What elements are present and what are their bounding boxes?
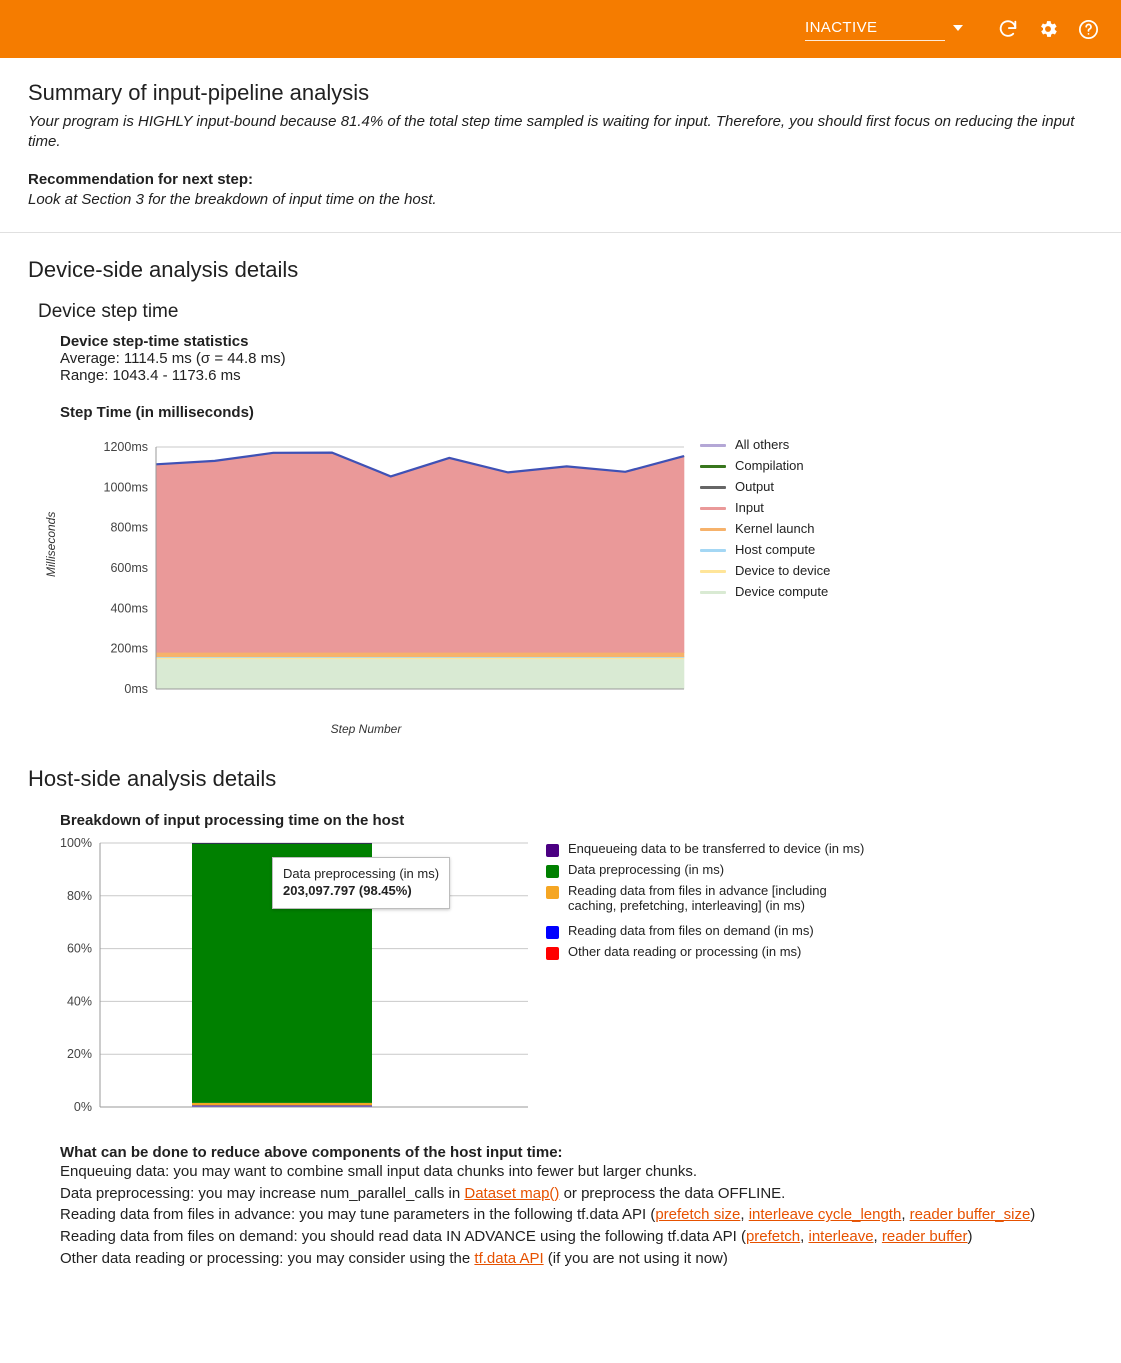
legend-item[interactable]	[700, 456, 830, 477]
svg-text:400ms: 400ms	[110, 601, 148, 616]
notes-line-enqueuing: Enqueuing data: you may want to combine small input data chunks into fewer but larger chunks.	[60, 1162, 698, 1180]
host-breakdown-chart-title: Breakdown of input processing time on the host	[60, 811, 405, 829]
svg-text:0%: 0%	[73, 1099, 92, 1114]
device-side-section	[0, 257, 1121, 736]
top-toolbar	[0, 0, 1121, 58]
legend-label: Reading data from files on demand (in ms)	[568, 922, 814, 938]
notes-line5-a: Other data reading or processing: you may consider using the	[60, 1249, 475, 1267]
legend-item[interactable]	[700, 435, 830, 456]
settings-icon[interactable]	[1031, 12, 1065, 46]
legend-label: All others	[735, 437, 790, 453]
reader-buffer-link[interactable]: reader buffer	[881, 1228, 968, 1245]
legend-swatch	[700, 570, 726, 573]
page-title: Summary of input-pipeline analysis	[28, 80, 370, 105]
host-breakdown-chart	[40, 835, 530, 1130]
notes-line5-b: (if you are not using it now)	[543, 1249, 728, 1267]
legend-item[interactable]	[700, 540, 830, 561]
tooltip-label: Data preprocessing (in ms)	[283, 865, 440, 881]
refresh-icon[interactable]	[991, 12, 1025, 46]
notes-line4-a: Reading data from files on demand: you should read data IN ADVANCE using the following tf.data API (	[60, 1228, 746, 1245]
notes-line2-b: or preprocess the data OFFLINE.	[559, 1184, 786, 1202]
legend-item[interactable]	[700, 498, 830, 519]
legend-item[interactable]	[700, 561, 830, 582]
svg-text:80%: 80%	[66, 888, 92, 903]
notes-line-preprocessing	[60, 1183, 1093, 1205]
legend-item[interactable]	[546, 862, 868, 883]
legend-label: Data preprocessing (in ms)	[568, 861, 725, 877]
notes-line-read-demand	[60, 1226, 1093, 1248]
stats-range: Range: 1043.4 - 1173.6 ms	[60, 366, 241, 384]
tooltip-value: 203,097.797 (98.45%)	[283, 883, 412, 899]
bar-segment[interactable]	[192, 1105, 372, 1106]
svg-text:100%: 100%	[60, 835, 92, 850]
tfdata-api-link[interactable]: tf.data API	[474, 1249, 544, 1267]
step-time-chart-svg	[46, 427, 686, 717]
reader-buffer-size-link[interactable]: reader buffer_size	[909, 1206, 1031, 1224]
device-section-heading: Device-side analysis details	[28, 256, 299, 282]
legend-item[interactable]	[700, 582, 830, 603]
legend-item[interactable]	[700, 477, 830, 498]
legend-swatch	[700, 486, 726, 489]
svg-text:1200ms: 1200ms	[103, 439, 148, 454]
step-time-x-axis-label: Step Number	[330, 721, 402, 736]
svg-text:60%: 60%	[66, 941, 92, 956]
svg-text:40%: 40%	[66, 994, 92, 1009]
notes-line3-sep2: ,	[901, 1206, 910, 1224]
prefetch-link[interactable]: prefetch	[745, 1228, 801, 1245]
summary-body: Your program is HIGHLY input-bound because 81.4% of the total step time sampled is waiting for input. Therefore, you should first focus on reducing the input time.	[28, 113, 1075, 151]
legend-label: Kernel launch	[735, 521, 815, 537]
host-breakdown-legend	[546, 835, 868, 965]
bar-segment[interactable]	[192, 1103, 372, 1106]
notes-line3-b: )	[1030, 1206, 1036, 1224]
chart-tooltip	[272, 857, 450, 909]
recommendation-body: Look at Section 3 for the breakdown of input time on the host.	[28, 190, 437, 208]
legend-label: Device compute	[735, 584, 829, 600]
prefetch-size-link[interactable]: prefetch size	[655, 1206, 741, 1224]
legend-swatch	[546, 844, 559, 857]
legend-label: Device to device	[735, 563, 831, 579]
notes-line4-sep1: ,	[800, 1228, 809, 1245]
host-section-heading: Host-side analysis details	[28, 765, 277, 791]
step-time-y-axis-label: Milliseconds	[44, 511, 58, 577]
step-time-legend	[700, 427, 830, 603]
svg-text:1000ms: 1000ms	[103, 480, 148, 495]
legend-swatch	[700, 465, 726, 468]
notes-line4-sep2: ,	[873, 1228, 882, 1245]
legend-label: Reading data from files in advance [including caching, prefetching, interleaving] (in ms)	[568, 882, 827, 914]
notes-line3-a: Reading data from files in advance: you may tune parameters in the following tf.data API (	[60, 1206, 656, 1224]
chevron-down-icon[interactable]	[953, 25, 963, 31]
legend-swatch	[700, 507, 726, 510]
help-icon[interactable]	[1071, 12, 1105, 46]
legend-swatch	[700, 549, 726, 552]
notes-line2-a: Data preprocessing: you may increase num_parallel_calls in	[60, 1184, 465, 1202]
legend-item[interactable]	[546, 944, 868, 965]
legend-item[interactable]	[546, 883, 868, 923]
legend-label: Other data reading or processing (in ms)	[568, 943, 802, 959]
legend-swatch	[546, 886, 559, 899]
legend-label: Compilation	[735, 458, 804, 474]
legend-label: Input	[735, 500, 764, 516]
svg-text:800ms: 800ms	[110, 520, 148, 535]
legend-item[interactable]	[700, 519, 830, 540]
notes-line3-sep1: ,	[740, 1206, 749, 1224]
legend-item[interactable]	[546, 841, 868, 862]
notes-line-read-advance	[60, 1204, 1093, 1226]
bar-segment[interactable]	[192, 843, 372, 844]
legend-swatch	[546, 947, 559, 960]
legend-item[interactable]	[546, 923, 868, 944]
device-step-time-statistics	[60, 333, 1093, 384]
legend-swatch	[700, 444, 726, 447]
step-time-chart-title: Step Time (in milliseconds)	[60, 403, 254, 421]
run-selector[interactable]	[805, 17, 963, 41]
interleave-cycle-length-link[interactable]: interleave cycle_length	[748, 1206, 902, 1224]
notes-line-other	[60, 1248, 1093, 1270]
notes-line4-b: )	[967, 1228, 973, 1245]
run-selector-value[interactable]: INACTIVE	[805, 17, 945, 41]
legend-label: Host compute	[735, 542, 816, 558]
svg-text:200ms: 200ms	[110, 641, 148, 656]
recommendation-title: Recommendation for next step:	[28, 170, 254, 188]
legend-swatch	[546, 865, 559, 878]
step-time-chart	[46, 427, 686, 736]
notes-title: What can be done to reduce above components of the host input time:	[60, 1143, 563, 1161]
stats-average: Average: 1114.5 ms (σ = 44.8 ms)	[60, 349, 286, 367]
interleave-link[interactable]: interleave	[808, 1228, 874, 1245]
svg-text:0ms: 0ms	[124, 681, 148, 696]
svg-text:600ms: 600ms	[110, 560, 148, 575]
dataset-map-link[interactable]: Dataset map()	[464, 1184, 560, 1202]
legend-label: Output	[735, 479, 775, 495]
legend-swatch	[546, 926, 559, 939]
legend-label: Enqueueing data to be transferred to device (in ms)	[568, 840, 865, 856]
host-input-time-notes	[60, 1144, 1093, 1270]
host-breakdown-chart-row	[40, 835, 1093, 1130]
legend-swatch	[700, 528, 726, 531]
summary-panel	[0, 58, 1121, 233]
svg-text:20%: 20%	[66, 1046, 92, 1061]
device-step-time-subheading: Device step time	[38, 300, 179, 322]
legend-swatch	[700, 591, 726, 594]
step-time-chart-row	[46, 427, 1093, 736]
host-side-section	[0, 766, 1121, 1270]
stats-title: Device step-time statistics	[60, 332, 249, 350]
